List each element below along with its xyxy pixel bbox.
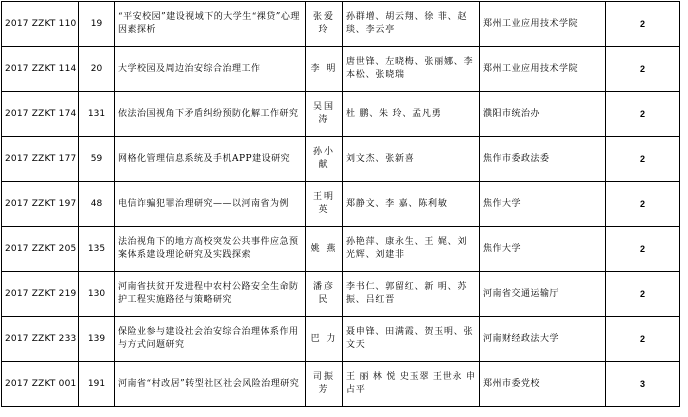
project-members-cell[interactable]: 王 丽 林 悦 史玉翠 王世永 申占平 — [343, 362, 480, 407]
project-title-cell[interactable]: 河南省“村改居”转型社区社会风险治理研究 — [115, 362, 306, 407]
project-leader-cell[interactable]: 王明英 — [306, 182, 343, 227]
project-number-cell[interactable]: 19 — [79, 2, 115, 47]
project-number-cell[interactable]: 191 — [79, 362, 115, 407]
project-title-cell[interactable]: 法治视角下的地方高校突发公共事件应急预案体系建设理论研究及实践探索 — [115, 227, 306, 272]
project-leader-cell[interactable]: 吴国涛 — [306, 92, 343, 137]
project-unit-cell[interactable]: 郑州市委党校 — [480, 362, 606, 407]
project-unit-cell[interactable]: 郑州工业应用技术学院 — [480, 2, 606, 47]
project-code-cell[interactable]: 2017 ZZKT 110 — [2, 2, 79, 47]
project-grade-cell[interactable]: 2 — [606, 317, 680, 362]
project-members-cell[interactable]: 杜 鹏、朱 玲、孟凡勇 — [343, 92, 480, 137]
project-members-cell[interactable]: 郑静文、李 嘉、陈利敏 — [343, 182, 480, 227]
project-grade-cell[interactable]: 2 — [606, 2, 680, 47]
table-row[interactable] — [2, 92, 680, 137]
project-grade-cell[interactable]: 2 — [606, 182, 680, 227]
project-leader-cell[interactable]: 孙小献 — [306, 137, 343, 182]
project-leader-cell[interactable]: 巴 力 — [306, 317, 343, 362]
table-row[interactable] — [2, 47, 680, 92]
project-code-cell[interactable]: 2017 ZZKT 177 — [2, 137, 79, 182]
project-members-cell[interactable]: 唐世锋、左晓梅、张丽娜、李本松、张晓瑞 — [343, 47, 480, 92]
project-unit-cell[interactable]: 河南省交通运输厅 — [480, 272, 606, 317]
project-unit-cell[interactable]: 焦作大学 — [480, 227, 606, 272]
project-unit-cell[interactable]: 濮阳市统治办 — [480, 92, 606, 137]
project-title-cell[interactable]: 保险业参与建设社会治安综合治理体系作用与方式问题研究 — [115, 317, 306, 362]
project-members-cell[interactable]: 孙艳萍、康永生、王 娓、刘光辉、刘建非 — [343, 227, 480, 272]
project-number-cell[interactable]: 48 — [79, 182, 115, 227]
table-row[interactable] — [2, 137, 680, 182]
project-number-cell[interactable]: 135 — [79, 227, 115, 272]
project-grade-cell[interactable]: 2 — [606, 227, 680, 272]
project-code-cell[interactable]: 2017 ZZKT 233 — [2, 317, 79, 362]
project-unit-cell[interactable]: 焦作大学 — [480, 182, 606, 227]
table-row[interactable] — [2, 2, 680, 47]
project-number-cell[interactable]: 59 — [79, 137, 115, 182]
project-grade-cell[interactable]: 3 — [606, 362, 680, 407]
project-members-cell[interactable]: 李书仁、郭留红、新 明、苏 振、吕红晋 — [343, 272, 480, 317]
project-number-cell[interactable]: 20 — [79, 47, 115, 92]
project-grade-cell[interactable]: 2 — [606, 137, 680, 182]
project-leader-cell[interactable]: 李 明 — [306, 47, 343, 92]
table-row[interactable] — [2, 272, 680, 317]
project-code-cell[interactable]: 2017 ZZKT 197 — [2, 182, 79, 227]
project-title-cell[interactable]: 河南省扶贫开发进程中农村公路安全生命防护工程实施路径与策略研究 — [115, 272, 306, 317]
project-number-cell[interactable]: 131 — [79, 92, 115, 137]
project-members-cell[interactable]: 孙群增、胡云翔、徐 菲、赵 琰、李云亭 — [343, 2, 480, 47]
project-grade-cell[interactable]: 2 — [606, 272, 680, 317]
project-leader-cell[interactable]: 张爱玲 — [306, 2, 343, 47]
project-grade-cell[interactable]: 2 — [606, 92, 680, 137]
project-number-cell[interactable]: 139 — [79, 317, 115, 362]
project-title-cell[interactable]: 依法治国视角下矛盾纠纷预防化解工作研究 — [115, 92, 306, 137]
project-leader-cell[interactable]: 司振芳 — [306, 362, 343, 407]
project-code-cell[interactable]: 2017 ZZKT 114 — [2, 47, 79, 92]
project-title-cell[interactable]: 大学校园及周边治安综合治理工作 — [115, 47, 306, 92]
project-unit-cell[interactable]: 郑州工业应用技术学院 — [480, 47, 606, 92]
project-members-cell[interactable]: 刘文杰、张新喜 — [343, 137, 480, 182]
table-row[interactable] — [2, 227, 680, 272]
project-grade-cell[interactable]: 2 — [606, 47, 680, 92]
project-leader-cell[interactable]: 潘彦民 — [306, 272, 343, 317]
project-code-cell[interactable]: 2017 ZZKT 001 — [2, 362, 79, 407]
table-row[interactable] — [2, 362, 680, 407]
project-unit-cell[interactable]: 河南财经政法大学 — [480, 317, 606, 362]
table-row[interactable] — [2, 317, 680, 362]
project-title-cell[interactable]: 电信诈骗犯罪治理研究——以河南省为例 — [115, 182, 306, 227]
project-members-cell[interactable]: 聂申锋、田满霞、贺玉明、张文天 — [343, 317, 480, 362]
project-number-cell[interactable]: 130 — [79, 272, 115, 317]
project-code-cell[interactable]: 2017 ZZKT 205 — [2, 227, 79, 272]
project-code-cell[interactable]: 2017 ZZKT 174 — [2, 92, 79, 137]
table-row[interactable] — [2, 182, 680, 227]
project-title-cell[interactable]: 网格化管理信息系统及手机APP建设研究 — [115, 137, 306, 182]
project-title-cell[interactable]: “平安校园”建设视域下的大学生“裸贷”心理因素探析 — [115, 2, 306, 47]
table-body — [2, 2, 680, 407]
project-table — [1, 1, 680, 407]
project-unit-cell[interactable]: 焦作市委政法委 — [480, 137, 606, 182]
project-code-cell[interactable]: 2017 ZZKT 219 — [2, 272, 79, 317]
project-leader-cell[interactable]: 姚 燕 — [306, 227, 343, 272]
